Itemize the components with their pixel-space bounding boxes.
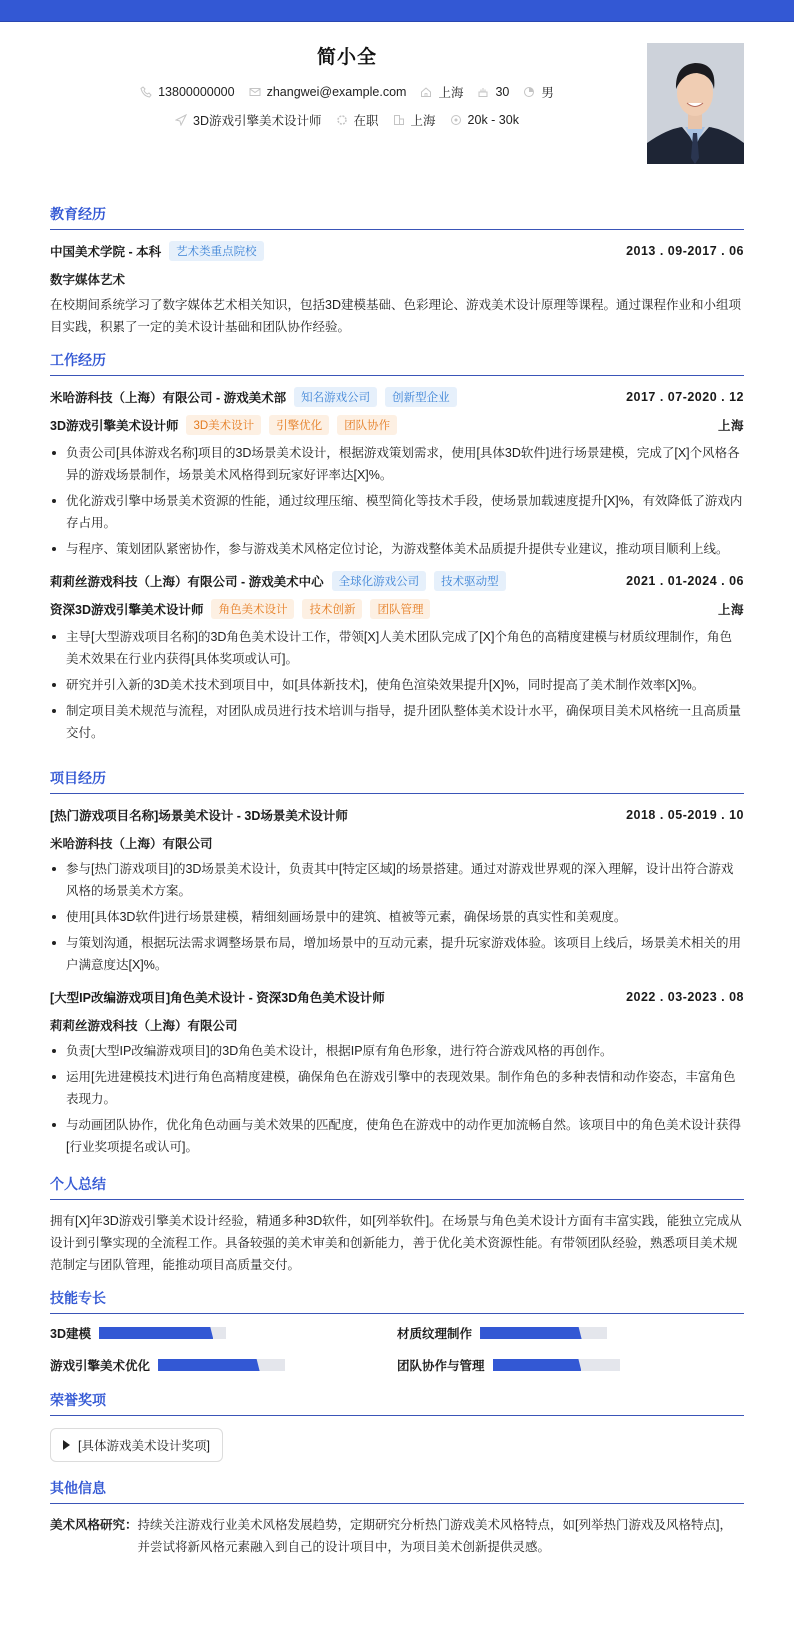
bullet-item: 使用[具体3D软件]进行场景建模，精细刻画场景中的建筑、植被等元素，确保场景的真实性和美观度。 [50, 906, 744, 928]
skill-item [50, 1324, 397, 1342]
skill-name: 团队协作与管理 [397, 1359, 485, 1373]
skill-bar-fill [99, 1327, 213, 1339]
education-date: 2013 . 09-2017 . 06 [626, 244, 744, 258]
resume-page [0, 22, 794, 1558]
section-title: 个人总结 [50, 1174, 744, 1200]
education-section [50, 204, 744, 338]
job-date: 2017 . 07-2020 . 12 [626, 390, 744, 404]
job-location: 上海 [717, 419, 744, 433]
info-email: zhangwei@example.com [249, 85, 407, 99]
skills-section [50, 1288, 744, 1374]
job-bullets [50, 442, 744, 560]
mail-icon [249, 86, 261, 98]
info-status: 在职 [336, 111, 379, 129]
project-bullets [50, 1040, 744, 1158]
top-accent-bar [0, 0, 794, 22]
send-icon [175, 114, 187, 126]
role-tag: 技术创新 [302, 599, 362, 619]
job-date: 2021 . 01-2024 . 06 [626, 574, 744, 588]
skill-item [397, 1356, 744, 1374]
company-tag: 技术驱动型 [434, 571, 506, 591]
info-gender: 男 [523, 83, 554, 101]
gender-icon [523, 86, 535, 98]
cake-icon [477, 86, 489, 98]
work-section [50, 350, 744, 744]
bullet-item: 与策划沟通，根据玩法需求调整场景布局，增加场景中的互动元素，提升玩家游戏体验。该项目上线后，场景美术相关的用户满意度达[X]%。 [50, 932, 744, 976]
skill-bar [480, 1327, 607, 1339]
section-title: 教育经历 [50, 204, 744, 230]
profile-photo [647, 43, 744, 164]
status-icon [336, 114, 348, 126]
job-role: 资深3D游戏引擎美术设计师 [50, 603, 204, 617]
summary-section [50, 1174, 744, 1276]
projects-section [50, 768, 744, 1158]
job-role: 3D游戏引擎美术设计师 [50, 419, 179, 433]
bullet-item: 运用[先进建模技术]进行角色高精度建模，确保角色在游戏引擎中的表现效果。制作角色的多种表情和动作姿态，丰富角色表现力。 [50, 1066, 744, 1110]
bullet-item: 负责[大型IP改编游戏项目]的3D角色美术设计，根据IP原有角色形象，进行符合游戏风格的再创作。 [50, 1040, 744, 1062]
company-tag: 全球化游戏公司 [332, 571, 427, 591]
bullet-item: 优化游戏引擎中场景美术资源的性能，通过纹理压缩、模型简化等技术手段，使场景加载速度提升[X]%，有效降低了游戏内存占用。 [50, 490, 744, 534]
project-entry [50, 986, 744, 1158]
section-title: 其他信息 [50, 1478, 744, 1504]
education-desc: 在校期间系统学习了数字媒体艺术相关知识，包括3D建模基础、色彩理论、游戏美术设计原理等课程。通过课程作业和小组项目实践，积累了一定的美术设计基础和团队协作经验。 [50, 298, 741, 334]
role-tag: 角色美术设计 [211, 599, 294, 619]
company-name: 米哈游科技（上海）有限公司 - 游戏美术部 [50, 391, 287, 405]
project-company: 米哈游科技（上海）有限公司 [50, 837, 213, 851]
bullet-item: 与程序、策划团队紧密协作，参与游戏美术风格定位讨论，为游戏整体美术品质提升提供专业建议，推动项目顺利上线。 [50, 538, 744, 560]
education-header-row [50, 240, 744, 262]
skill-name: 游戏引擎美术优化 [50, 1359, 151, 1373]
summary-text: 拥有[X]年3D游戏引擎美术设计经验，精通多种3D软件，如[列举软件]。在场景与角色美术设计方面有丰富实践，能独立完成从设计到引擎实现的全流程工作。具备较强的美术审美和创新能力，善于优化美术资源性能。有带领团队经验，熟悉项目美术规范制定与团队管理，能推动项目高质量交付。 [50, 1214, 742, 1272]
skill-item [50, 1356, 397, 1374]
project-bullets [50, 858, 744, 976]
home-icon [420, 86, 432, 98]
project-date: 2018 . 05-2019 . 10 [626, 808, 744, 822]
award-item[interactable] [50, 1428, 223, 1462]
skill-bar [493, 1359, 620, 1371]
candidate-name: 简小全 [316, 47, 377, 68]
phone-icon [140, 86, 152, 98]
info-work-city: 上海 [393, 111, 436, 129]
role-tag: 3D美术设计 [186, 415, 261, 435]
skill-bar-fill [158, 1359, 260, 1371]
info-city: 上海 [420, 83, 463, 101]
salary-icon [450, 114, 462, 126]
job-location: 上海 [717, 603, 744, 617]
job-bullets [50, 626, 744, 744]
bullet-item: 研究并引入新的3D美术技术到项目中，如[具体新技术]，使角色渲染效果提升[X]%，同时提高了美术制作效率[X]%。 [50, 674, 744, 696]
project-date: 2022 . 03-2023 . 08 [626, 990, 744, 1004]
section-title: 技能专长 [50, 1288, 744, 1314]
info-phone: 13800000000 [140, 85, 234, 99]
bullet-item: 制定项目美术规范与流程，对团队成员进行技术培训与指导，提升团队整体美术设计水平，确保项目美术风格统一且高质量交付。 [50, 700, 744, 744]
role-tag: 团队管理 [370, 599, 430, 619]
major: 数字媒体艺术 [50, 273, 126, 287]
skill-name: 材质纹理制作 [397, 1327, 473, 1341]
company-tag: 知名游戏公司 [294, 387, 377, 407]
section-title: 荣誉奖项 [50, 1390, 744, 1416]
job-intent-row [50, 111, 644, 129]
contact-row [50, 83, 644, 101]
bullet-item: 负责公司[具体游戏名称]项目的3D场景美术设计，根据游戏策划需求，使用[具体3D软件]进行场景建模，完成了[X]个风格各异的游戏场景制作，场景美术风格得到玩家好评率达[X]%。 [50, 442, 744, 486]
building-icon [393, 114, 405, 126]
award-name: [具体游戏美术设计奖项] [78, 1439, 210, 1453]
company-tag: 创新型企业 [385, 387, 457, 407]
skill-bar-fill [480, 1327, 582, 1339]
section-title: 项目经历 [50, 768, 744, 794]
project-name: [大型IP改编游戏项目]角色美术设计 - 资深3D角色美术设计师 [50, 991, 385, 1005]
school-name: 中国美术学院 - 本科 [50, 245, 162, 259]
project-entry [50, 804, 744, 976]
skill-bar [99, 1327, 226, 1339]
resume-header [50, 22, 744, 192]
other-label: 美术风格研究： [50, 1518, 138, 1532]
skills-grid [50, 1324, 744, 1374]
job-entry [50, 386, 744, 560]
skill-bar-fill [493, 1359, 582, 1371]
skill-name: 3D建模 [50, 1327, 91, 1341]
role-tag: 团队协作 [337, 415, 397, 435]
other-text: 持续关注游戏行业美术风格发展趋势，定期研究分析热门游戏美术风格特点，如[列举热门游戏及风格特点]，并尝试将新风格元素融入到自己的设计项目中，为项目美术创新提供灵感。 [137, 1518, 732, 1554]
info-position: 3D游戏引擎美术设计师 [175, 111, 321, 129]
info-salary: 20k - 30k [450, 113, 519, 127]
bullet-item: 与动画团队协作，优化角色动画与美术效果的匹配度，使角色在游戏中的动作更加流畅自然。该项目中的角色美术设计获得[行业奖项提名或认可]。 [50, 1114, 744, 1158]
awards-section [50, 1390, 744, 1462]
school-tag: 艺术类重点院校 [169, 241, 264, 261]
skill-item [397, 1324, 744, 1342]
project-name: [热门游戏项目名称]场景美术设计 - 3D场景美术设计师 [50, 809, 348, 823]
skill-bar [158, 1359, 285, 1371]
expand-triangle-icon [63, 1440, 70, 1450]
bullet-item: 主导[大型游戏项目名称]的3D角色美术设计工作，带领[X]人美术团队完成了[X]个角色的高精度建模与材质纹理制作，角色美术效果在行业内获得[具体奖项或认可]。 [50, 626, 744, 670]
project-company: 莉莉丝游戏科技（上海）有限公司 [50, 1019, 238, 1033]
job-entry [50, 570, 744, 744]
role-tag: 引擎优化 [269, 415, 329, 435]
info-age: 30 [477, 85, 509, 99]
section-title: 工作经历 [50, 350, 744, 376]
bullet-item: 参与[热门游戏项目]的3D场景美术设计，负责其中[特定区域]的场景搭建。通过对游戏世界观的深入理解，设计出符合游戏风格的场景美术方案。 [50, 858, 744, 902]
company-name: 莉莉丝游戏科技（上海）有限公司 - 游戏美术中心 [50, 575, 324, 589]
other-section [50, 1478, 744, 1558]
other-item [50, 1514, 744, 1558]
